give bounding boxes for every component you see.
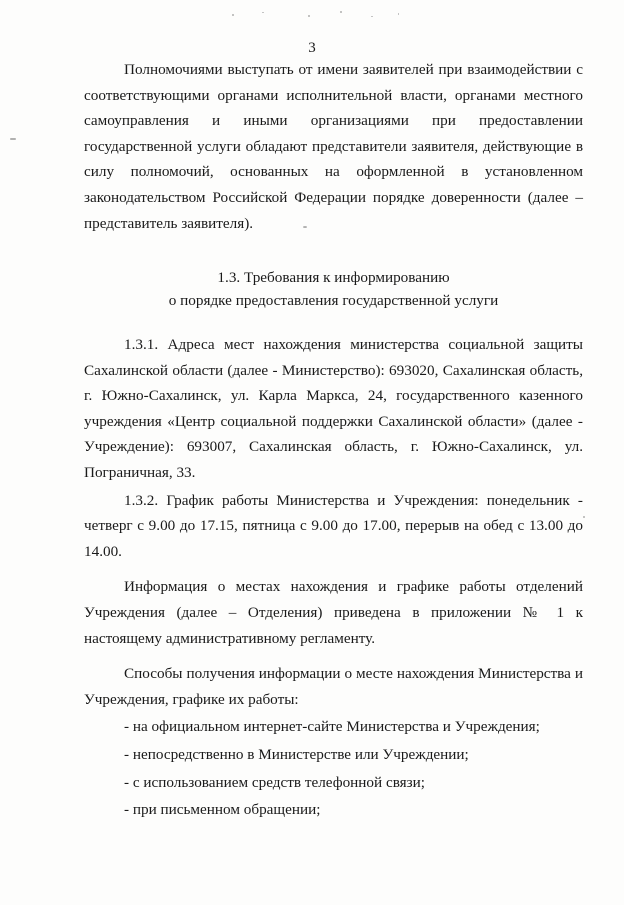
paragraph-schedule: 1.3.2. График работы Министерства и Учреждения: понедельник - четверг с 9.00 до 17.15, пятница с 9.00 до 17.00, перерыв на обед с 13.00 до 14.00. [84, 491, 583, 560]
section-title-line-2: о порядке предоставления государственной услуги [168, 292, 499, 309]
paragraph-info-methods: Способы получения информации о месте нахождения Министерства и Учреждения, графике их работы: [84, 665, 583, 708]
list-item: - с использованием средств телефонной связи; [124, 773, 425, 791]
paragraph-addresses: 1.3.1. Адреса мест нахождения министерства социальной защиты Сахалинской области (далее - Министерство): 693020, Сахалинская область, г. Южно-Сахалинск, ул. Карла Маркса, 24, государственного казенного учреждения «Центр социальной поддержки Сахалинской области» (далее - Учреждение): 693007, Сахалинская область, г. Южно-Сахалинск, ул. Пограничная, 33. [84, 336, 583, 481]
section-title-line-1: 1.3. Требования к информированию [217, 269, 450, 286]
paragraph-branches: Информация о местах нахождения и графике работы отделений Учреждения (далее – Отделения) приведена в приложении № 1 к настоящему административному регламенту. [84, 578, 583, 647]
list-item: - при письменном обращении; [124, 801, 321, 819]
intro-paragraph: Полномочиями выступать от имени заявителей при взаимодействии с соответствующими органами исполнительной власти, органами местного самоуправления и иными организациями при предоставлении государственной услуги обладают представители заявителя, действующие в силу полномочий, основанных на оформленной в установленном законодательством Российской Федерации порядке доверенности (далее – представитель заявителя). [84, 61, 583, 232]
list-item: - на официальном интернет-сайте Министерства и Учреждения; [124, 718, 540, 736]
page-number: 3 [308, 40, 316, 56]
section-heading [84, 266, 583, 312]
list-item: - непосредственно в Министерстве или Учреждении; [124, 745, 469, 763]
intro-block [84, 57, 583, 236]
section-body [84, 332, 583, 823]
